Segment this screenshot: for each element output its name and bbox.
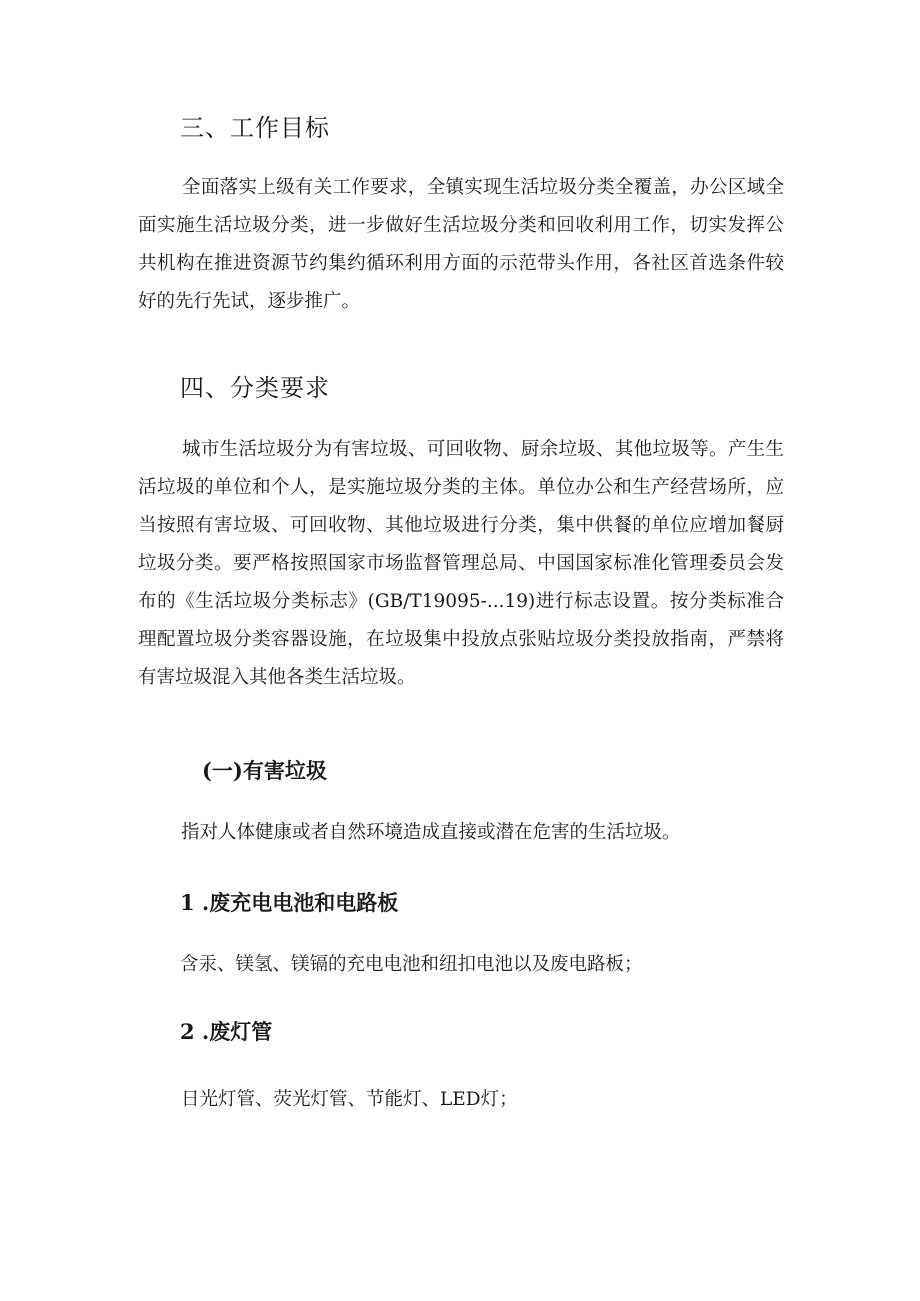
item-heading-batteries-circuit-boards: 1 .废充电电池和电路板: [180, 890, 399, 915]
item-heading-lamps: 2 .废灯管: [180, 1019, 273, 1044]
subsection-heading-hazardous-waste: (一)有害垃圾: [202, 758, 327, 783]
section-heading-work-goals: 三、工作目标: [180, 114, 330, 142]
work-goals-paragraph: 全面落实上级有关工作要求，全镇实现生活垃圾分类全覆盖，办公区域全面实施生活垃圾分类，进一步做好生活垃圾分类和回收利用工作，切实发挥公共机构在推进资源节约集约循环利用方面的示范带头作用，各社区首选条件较好的先行先试，逐步推广。: [138, 177, 784, 312]
hazardous-waste-definition: 指对人体健康或者自然环境造成直接或潜在危害的生活垃圾。: [181, 822, 681, 843]
classification-requirements-paragraph: 城市生活垃圾分为有害垃圾、可回收物、厨余垃圾、其他垃圾等。产生生活垃圾的单位和个人，是实施垃圾分类的主体。单位办公和生产经营场所，应当按照有害垃圾、可回收物、其他垃圾进行分类，集中供餐的单位应增加餐厨垃圾分类。要严格按照国家市场监督管理总局、中国国家标准化管理委员会发布的《生活垃圾分类标志》(GB/T19095-...19)进行标志设置。按分类标准合理配置垃圾分类容器设施，在垃圾集中投放点张贴垃圾分类投放指南，严禁将有害垃圾混入其他各类生活垃圾。: [138, 439, 784, 688]
section-heading-classification-requirements: 四、分类要求: [180, 374, 330, 402]
lamps-text: 日光灯管、荧光灯管、节能灯、LED灯；: [181, 1089, 518, 1110]
batteries-circuit-boards-text: 含汞、镁氢、镁镉的充电电池和纽扣电池以及废电路板；: [180, 954, 643, 975]
